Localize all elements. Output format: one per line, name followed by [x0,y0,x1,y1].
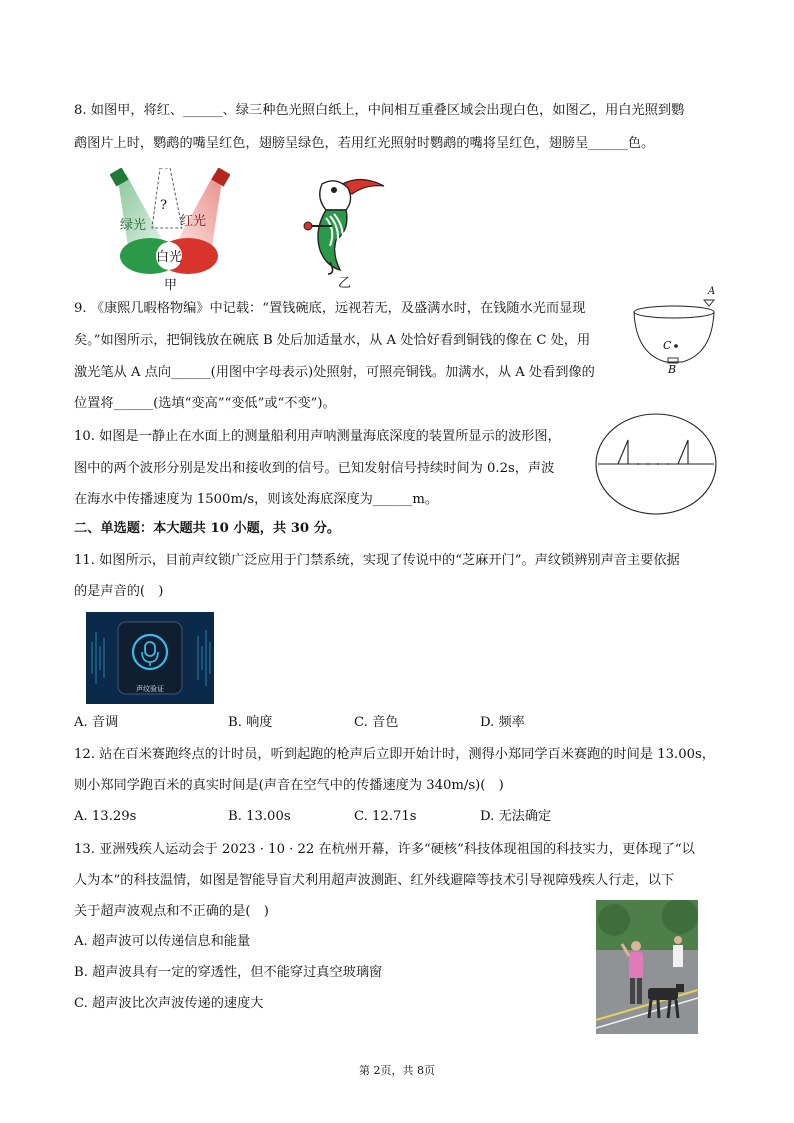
question-mark: ? [160,198,167,213]
q9-line1: 9. 《康熙几暇格物编》中记载：“置钱碗底，远视若无，及盛满水时，在钱随水光而显现 [74,301,586,316]
parrot-figure [296,170,391,290]
color-mixing-figure [110,168,230,293]
q12-option-a[interactable]: A. 13.29s [74,809,137,824]
q10-line1: 10. 如图是一静止在水面上的测量船利用声呐测量海底深度的装置所显示的波形图， [74,429,561,444]
bowl-figure [630,288,730,380]
q13-option-c[interactable]: C. 超声波比次声波传递的速度大 [74,996,264,1011]
q13-line1: 13. 亚洲残疾人运动会于 2023 · 10 · 22 在杭州开幕，许多“硬核”科技体现祖国的科技实力，更体现了“以 [74,842,695,857]
q12-option-c[interactable]: C. 12.71s [354,809,417,824]
q13-line3: 关于超声波观点和不正确的是( ) [74,904,269,919]
green-light-label: 绿光 [120,218,147,233]
white-light-label: 白光 [156,250,183,265]
q8-line2: 鹉图片上时，鹦鹉的嘴呈红色，翅膀呈绿色，若用红光照射时鹦鹉的嘴将呈红色，翅膀呈______色。 [74,136,655,151]
guide-dog-photo [596,900,698,1034]
q11-line2: 的是声音的( ) [74,584,164,599]
sonar-waveform-figure [594,412,718,516]
voiceprint-lock-image [86,612,214,704]
q9-line4: 位置将______(选填“变高”“变低”或“不变”)。 [74,396,336,411]
point-a-label: A [708,286,716,297]
q13-line2: 人为本”的科技温情，如图是智能导盲犬利用超声波测距、红外线避障等技术引导视障残疾人行走，以下 [74,873,675,888]
page-footer: 第 2页，共 8页 [359,1064,435,1077]
figure-jia-label: 甲 [164,278,178,293]
q11-line1: 11. 如图所示，目前声纹锁广泛应用于门禁系统，实现了传说中的“芝麻开门”。声纹锁辨别声音主要依据 [74,553,680,568]
q13-option-a[interactable]: A. 超声波可以传递信息和能量 [74,934,251,949]
q10-line2: 图中的两个波形分别是发出和接收到的信号。已知发射信号持续时间为 0.2s，声波 [74,461,555,476]
q12-option-d[interactable]: D. 无法确定 [480,809,552,824]
q8-line1: 8. 如图甲，将红、______、绿三种色光照白纸上，中间相互重叠区域会出现白色，如图乙，用白光照到鹦 [74,103,685,118]
q9-line3: 激光笔从 A 点向______(用图中字母表示)处照射，可照亮铜钱。加满水，从 A 处看到像的 [74,365,595,380]
point-c-label: C [663,339,672,352]
q11-option-a[interactable]: A. 音调 [74,715,119,730]
q11-option-b[interactable]: B. 响度 [228,715,273,730]
q11-option-d[interactable]: D. 频率 [480,715,525,730]
voiceprint-caption: 声纹验证 [136,685,164,693]
red-light-label: 红光 [180,214,207,229]
section-heading: 二、单选题：本大题共 10 小题，共 30 分。 [74,521,341,536]
q12-line2: 则小郑同学跑百米的真实时间是(声音在空气中的传播速度为 340m/s)( ) [74,778,504,793]
q10-line3: 在海水中传播速度为 1500m/s，则该处海底深度为______m。 [74,492,439,507]
q11-option-c[interactable]: C. 音色 [354,715,399,730]
q12-line1: 12. 站在百米赛跑终点的计时员，听到起跑的枪声后立即开始计时，测得小郑同学百米赛跑的时间是 13.00s， [74,747,715,762]
q12-option-b[interactable]: B. 13.00s [228,809,291,824]
figure-yi-label: 乙 [338,276,352,291]
q13-option-b[interactable]: B. 超声波具有一定的穿透性，但不能穿过真空玻璃窗 [74,965,383,980]
q9-line2: 矣。”如图所示，把铜钱放在碗底 B 处后加适量水，从 A 处恰好看到铜钱的像在 C 处，用 [74,333,591,348]
point-b-label: B [668,363,677,376]
